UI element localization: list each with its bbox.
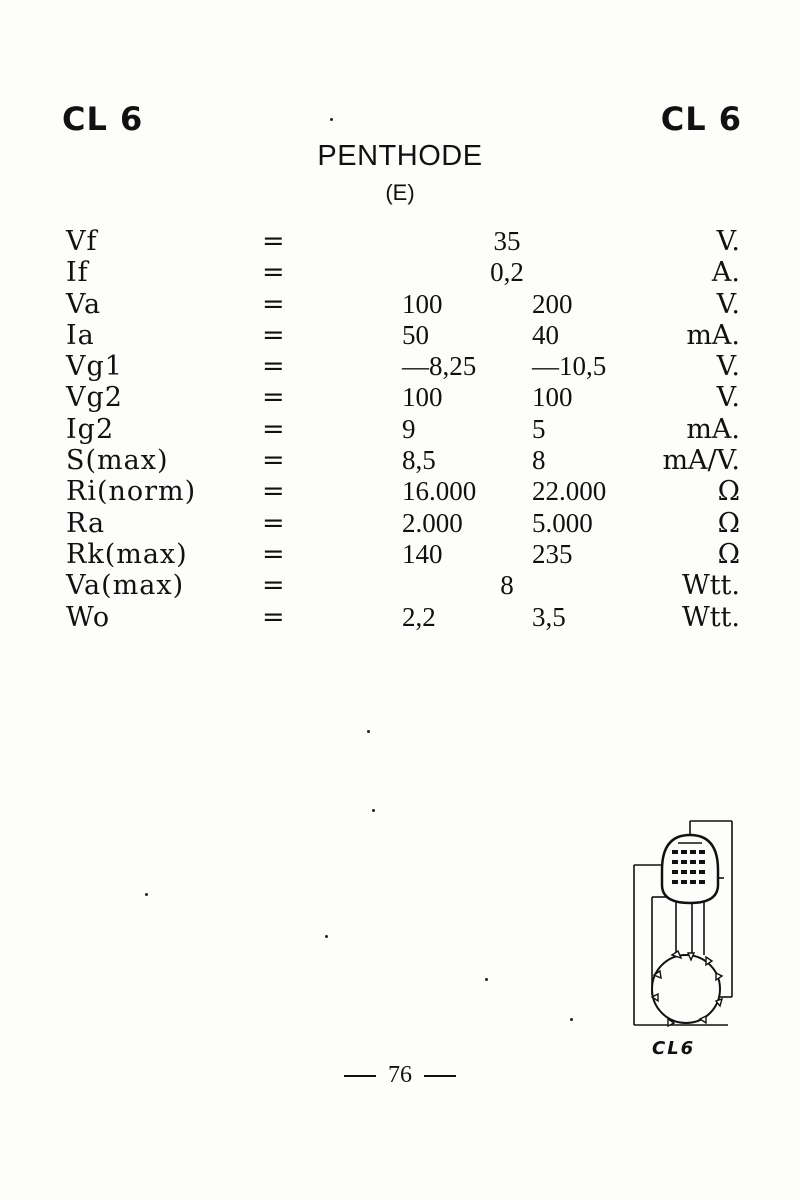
spec-row	[0, 602, 800, 633]
spec-value-1: 2.000	[402, 507, 463, 538]
tube-code-left: CL 6	[62, 100, 144, 138]
equals-sign: =	[262, 476, 285, 508]
equals-sign: =	[262, 538, 285, 570]
equals-sign: =	[262, 382, 285, 414]
spec-value-1: 100	[402, 288, 443, 319]
spec-value-2: —10,5	[532, 351, 607, 382]
print-speck	[485, 978, 488, 981]
spec-value-2: 100	[532, 382, 573, 413]
spec-value-2: 5	[532, 413, 546, 444]
tube-base-diagram-icon	[620, 815, 750, 1065]
diagram-label: CL6	[652, 1038, 696, 1059]
spec-unit: mA.	[686, 413, 740, 445]
spec-value-1: 8,5	[402, 445, 436, 476]
spec-row	[0, 289, 800, 320]
equals-sign: =	[262, 351, 285, 383]
spec-parameter: Ri(norm)	[66, 476, 197, 508]
spec-row	[0, 539, 800, 570]
spec-unit: Ω	[717, 538, 740, 570]
print-speck	[372, 809, 375, 812]
print-speck	[330, 118, 333, 121]
spec-value-1: —8,25	[402, 351, 477, 382]
spec-row	[0, 320, 800, 351]
equals-sign: =	[262, 226, 285, 257]
spec-parameter: Vg2	[66, 382, 123, 414]
spec-unit: mA.	[686, 319, 740, 351]
spec-parameter: If	[66, 257, 89, 289]
page-number: 76	[388, 1062, 412, 1088]
spec-parameter: Ra	[66, 507, 106, 539]
spec-row	[0, 351, 800, 382]
equals-sign: =	[262, 570, 285, 602]
spec-value-1: 2,2	[402, 601, 436, 632]
print-speck	[325, 935, 328, 938]
spec-value: 0,2	[490, 257, 524, 288]
spec-value-1: 140	[402, 538, 443, 569]
print-speck	[570, 1018, 573, 1021]
spec-unit: V.	[716, 382, 740, 414]
spec-row	[0, 257, 800, 288]
spec-unit: mA/V.	[662, 445, 740, 477]
spec-value-2: 3,5	[532, 601, 566, 632]
print-speck	[367, 730, 370, 733]
spec-parameter: Vg1	[66, 351, 123, 383]
spec-parameter: Va(max)	[66, 570, 185, 602]
spec-parameter: Ia	[66, 319, 95, 351]
spec-value-1: 100	[402, 382, 443, 413]
spec-row	[0, 445, 800, 476]
spec-row	[0, 476, 800, 507]
spec-parameter: Vf	[66, 226, 98, 257]
spec-parameter: Wo	[66, 601, 111, 633]
spec-row	[0, 382, 800, 413]
spec-unit: Wtt.	[681, 601, 740, 633]
spec-parameter: S(max)	[66, 445, 169, 477]
spec-value-1: 9	[402, 413, 416, 444]
spec-value-1: 16.000	[402, 476, 477, 507]
spec-unit: Ω	[717, 476, 740, 508]
equals-sign: =	[262, 507, 285, 539]
spec-value-2: 8	[532, 445, 546, 476]
page-footer	[0, 1062, 800, 1089]
spec-row	[0, 226, 800, 257]
spec-parameter: Ig2	[66, 413, 115, 445]
spec-row	[0, 570, 800, 601]
spec-parameter: Va	[66, 288, 102, 320]
spec-unit: V.	[716, 226, 740, 257]
equals-sign: =	[262, 445, 285, 477]
equals-sign: =	[262, 413, 285, 445]
spec-value: 35	[493, 226, 521, 256]
spec-value-2: 5.000	[532, 507, 593, 538]
spec-value-2: 40	[532, 319, 559, 350]
spec-unit: V.	[716, 351, 740, 383]
spec-value-2: 22.000	[532, 476, 607, 507]
spec-unit: Wtt.	[681, 570, 740, 602]
spec-value-1: 50	[402, 319, 429, 350]
spec-value-2: 235	[532, 538, 573, 569]
equals-sign: =	[262, 288, 285, 320]
equals-sign: =	[262, 601, 285, 633]
spec-value-2: 200	[532, 288, 573, 319]
spec-unit: V.	[716, 288, 740, 320]
spec-row	[0, 414, 800, 445]
tube-code-right: CL 6	[660, 100, 742, 138]
spec-table	[0, 226, 800, 633]
spec-value: 8	[500, 570, 514, 601]
spec-unit: Ω	[717, 507, 740, 539]
footer-dash-right	[424, 1075, 456, 1077]
spec-row	[0, 508, 800, 539]
spec-parameter: Rk(max)	[66, 538, 188, 570]
equals-sign: =	[262, 319, 285, 351]
print-speck	[145, 893, 148, 896]
page-subtitle: (E)	[385, 180, 415, 205]
page-title: PENTHODE	[317, 140, 483, 172]
equals-sign: =	[262, 257, 285, 289]
footer-dash-left	[344, 1075, 376, 1077]
spec-unit: A.	[711, 257, 740, 289]
